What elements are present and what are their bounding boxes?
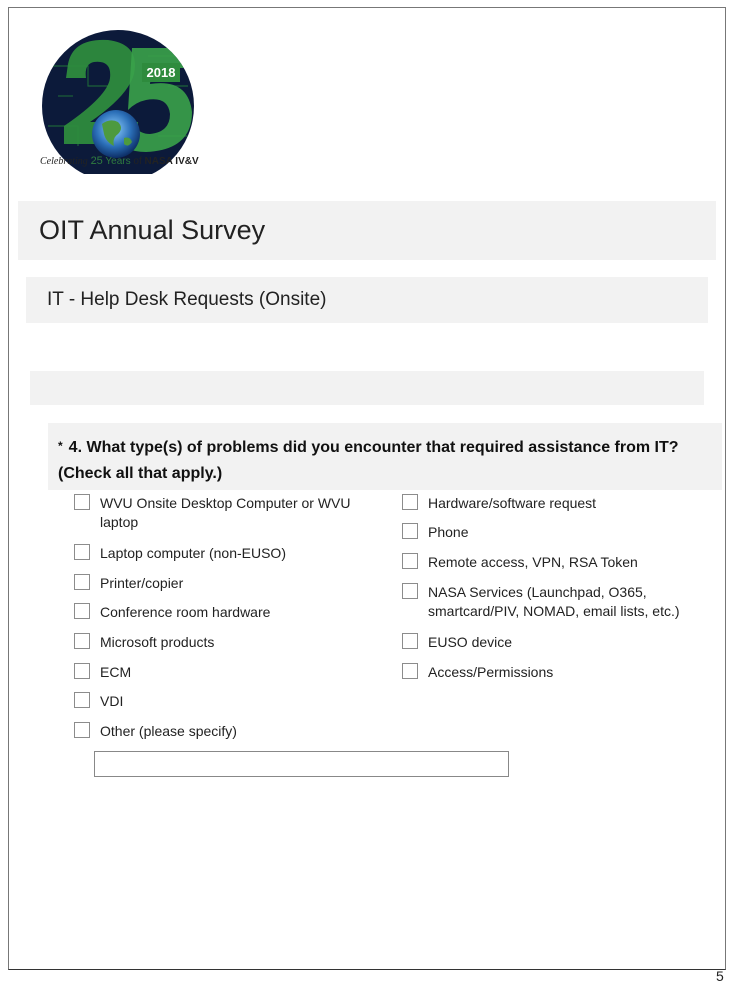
checkbox[interactable] bbox=[402, 583, 418, 599]
option-label: Conference room hardware bbox=[100, 604, 271, 620]
checkbox[interactable] bbox=[402, 553, 418, 569]
checkbox[interactable] bbox=[402, 663, 418, 679]
logo-graphic bbox=[28, 26, 208, 174]
option-label: Hardware/software request bbox=[428, 495, 597, 511]
logo-year-badge: 2018 bbox=[142, 63, 180, 82]
checkbox[interactable] bbox=[74, 544, 90, 560]
option-label: Laptop computer (non-EUSO) bbox=[100, 545, 286, 561]
logo-caption-script: Celebrating bbox=[40, 156, 88, 167]
logo-caption-org: NASA IV&V bbox=[144, 156, 199, 167]
question-text: 4. What type(s) of problems did you encounter that required assistance from IT? (Check all that apply.) bbox=[58, 439, 679, 482]
logo-caption bbox=[40, 155, 199, 167]
question-header bbox=[48, 423, 722, 490]
nasa-ivv-25-years-logo bbox=[28, 26, 208, 174]
option-label: NASA Services (Launchpad, O365, smartcard/PIV, NOMAD, email lists, etc.) bbox=[428, 584, 680, 619]
option-label: Microsoft products bbox=[100, 634, 215, 650]
option-label: Other (please specify) bbox=[100, 723, 237, 739]
logo-caption-years: Years bbox=[105, 156, 131, 167]
section-header bbox=[26, 277, 708, 323]
checkbox[interactable] bbox=[74, 663, 90, 679]
survey-title-bar bbox=[18, 201, 716, 260]
logo-caption-of: of bbox=[133, 156, 142, 167]
option-label: Printer/copier bbox=[100, 575, 184, 591]
page-number: 5 bbox=[716, 968, 724, 984]
other-specify-input[interactable] bbox=[94, 751, 509, 777]
checkbox[interactable] bbox=[74, 603, 90, 619]
checkbox[interactable] bbox=[74, 692, 90, 708]
survey-title: OIT Annual Survey bbox=[39, 215, 266, 245]
section-title: IT - Help Desk Requests (Onsite) bbox=[47, 289, 327, 310]
option-label: Access/Permissions bbox=[428, 664, 554, 680]
checkbox[interactable] bbox=[74, 633, 90, 649]
checkbox[interactable] bbox=[74, 574, 90, 590]
question-text-block bbox=[58, 433, 698, 487]
checkbox[interactable] bbox=[402, 494, 418, 510]
logo-caption-number: 25 bbox=[90, 155, 103, 167]
option-label: ECM bbox=[100, 664, 132, 680]
option-label: Phone bbox=[428, 524, 469, 540]
option-label: Remote access, VPN, RSA Token bbox=[428, 554, 638, 570]
required-marker: * bbox=[58, 439, 63, 453]
checkbox[interactable] bbox=[402, 523, 418, 539]
checkbox[interactable] bbox=[402, 633, 418, 649]
option-label: WVU Onsite Desktop Computer or WVU laptop bbox=[100, 495, 351, 530]
section-description-bar bbox=[30, 371, 704, 405]
option-label: EUSO device bbox=[428, 634, 513, 650]
option-label: VDI bbox=[100, 693, 124, 709]
checkbox[interactable] bbox=[74, 722, 90, 738]
checkbox[interactable] bbox=[74, 494, 90, 510]
